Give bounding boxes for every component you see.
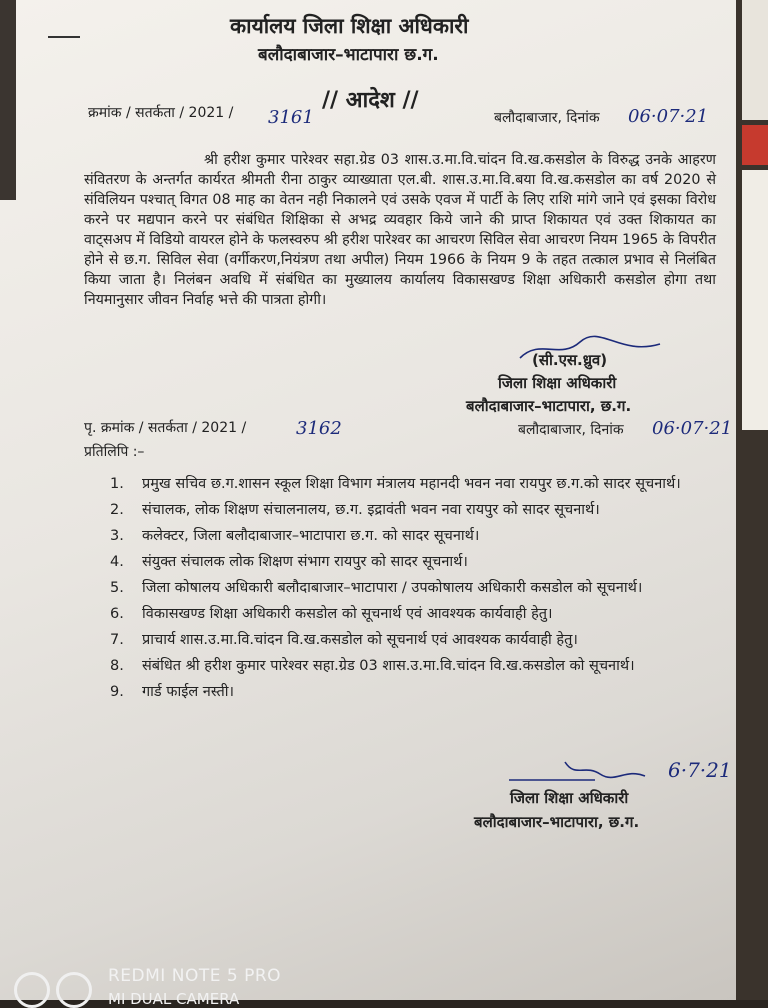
- camera-watermark-line1: REDMI NOTE 5 PRO: [108, 966, 282, 986]
- ref2-number-handwritten: 3162: [296, 418, 342, 439]
- list-item: 2. संचालक, लोक शिक्षण संचालनालय, छ.ग. इद्रावंती भवन नवा रायपुर को सादर सूचनार्थ।: [110, 502, 600, 518]
- order-paragraph: श्री हरीश कुमार पारेश्वर सहा.ग्रेड 03 शास.उ.मा.वि.चांदन वि.ख.कसडोल के विरुद्ध उनके आहरण संवितरण के अन्तर्गत कार्यरत श्रीमती रीना ठाकुर व्याख्याता एल.बी. शास.उ.मा.वि.बया वि.ख.कसडोल का वर्ष 2020 से संविलियन पश्चात् विगत 08 माह का वेतन नही निकालने एवं उसके एवज में पार्टी के लिए राशि मांगे जाने एवं इसका विरोध करने पर मद्यपान करने पर संबंधित शिक्षिका से अभद्र व्यवहार किये जाने की प्राप्त शिकायत एवं उक्त शिकायत का वाट्सअप में विडियो वायरल होने के फलस्वरुप श्री हरीश पारेश्वर का आचरण सिविल सेवा आचरण नियम 1965 के विपरीत होने से छ.ग. सिविल सेवा (वर्गीकरण,नियंत्रण तथा अपील) नियम 1966 के नियम 9 के तहत तत्काल प्रभाव से निलंबित किया जाता है। निलंबन अवधि में संबंधित का मुख्यालय कार्यालय विकासखण्ड शिक्षा अधिकारी कसडोल होगा तथा नियमानुसार जीवन निर्वाह भत्ते की पात्रता होगी।: [84, 152, 716, 308]
- order-title: // आदेश //: [322, 88, 419, 113]
- list-item: 6. विकासखण्ड शिक्षा अधिकारी कसडोल को सूचनार्थ एवं आवश्यक कार्यवाही हेतु।: [110, 606, 553, 622]
- ref1-date-label: बलौदाबाजार, दिनांक: [494, 110, 600, 126]
- signatory2-place: बलौदाबाजार–भाटापारा, छ.ग.: [474, 813, 640, 831]
- ref2-number-label: पृ. क्रमांक / सतर्कता / 2021 /: [84, 420, 247, 436]
- ref1-number-handwritten: 3161: [268, 107, 314, 128]
- list-item: 3. कलेक्टर, जिला बलौदाबाजार–भाटापारा छ.ग. को सादर सूचनार्थ।: [110, 528, 480, 544]
- ref2-date-label: बलौदाबाजार, दिनांक: [518, 422, 624, 438]
- signature2-date-handwritten: 6·7·21: [668, 758, 732, 782]
- camera-logo-circle-left: [14, 972, 50, 1008]
- list-item: 4. संयुक्त संचालक लोक शिक्षण संभाग रायपुर को सादर सूचनार्थ।: [110, 554, 468, 570]
- ref2-date-handwritten: 06·07·21: [652, 418, 733, 439]
- signatory-designation: जिला शिक्षा अधिकारी: [498, 374, 617, 392]
- camera-logo-circle-right: [56, 972, 92, 1008]
- copy-list: [110, 474, 710, 708]
- list-item: 1. प्रमुख सचिव छ.ग.शासन स्कूल शिक्षा विभाग मंत्रालय महानदी भवन नवा रायपुर छ.ग.को सादर सूचनार्थ।: [110, 476, 681, 492]
- office-title: कार्यालय जिला शिक्षा अधिकारी: [230, 14, 469, 38]
- order-body: [84, 150, 716, 310]
- ref1-date-handwritten: 06·07·21: [628, 106, 709, 127]
- list-item: 7. प्राचार्य शास.उ.मा.वि.चांदन वि.ख.कसडोल को सूचनार्थ एवं आवश्यक कार्यवाही हेतु।: [110, 632, 578, 648]
- district-title: बलौदाबाजार–भाटापारा छ.ग.: [258, 45, 439, 65]
- copy-label: प्रतिलिपि :–: [84, 444, 145, 460]
- signatory-name: (सी.एस.ध्रुव): [532, 351, 608, 369]
- signatory-place: बलौदाबाजार–भाटापारा, छ.ग.: [466, 397, 632, 415]
- camera-watermark-line2: MI DUAL CAMERA: [108, 990, 240, 1008]
- background-edge: [736, 0, 768, 1000]
- ref1-number-label: क्रमांक / सतर्कता / 2021 /: [88, 105, 234, 121]
- signatory2-designation: जिला शिक्षा अधिकारी: [510, 789, 629, 807]
- list-item: 8. संबंधित श्री हरीश कुमार पारेश्वर सहा.ग्रेड 03 शास.उ.मा.वि.चांदन वि.ख.कसडोल को सूचनार्थ।: [110, 658, 635, 674]
- list-item: 5. जिला कोषालय अधिकारी बलौदाबाजार–भाटापारा / उपकोषालय अधिकारी कसडोल को सूचनार्थ।: [110, 580, 643, 596]
- photo-background-edge: [0, 0, 16, 200]
- list-item: 9. गार्ड फाईल नस्ती।: [110, 684, 234, 700]
- signature-scribble-2: [505, 758, 655, 788]
- margin-dash: [48, 36, 80, 38]
